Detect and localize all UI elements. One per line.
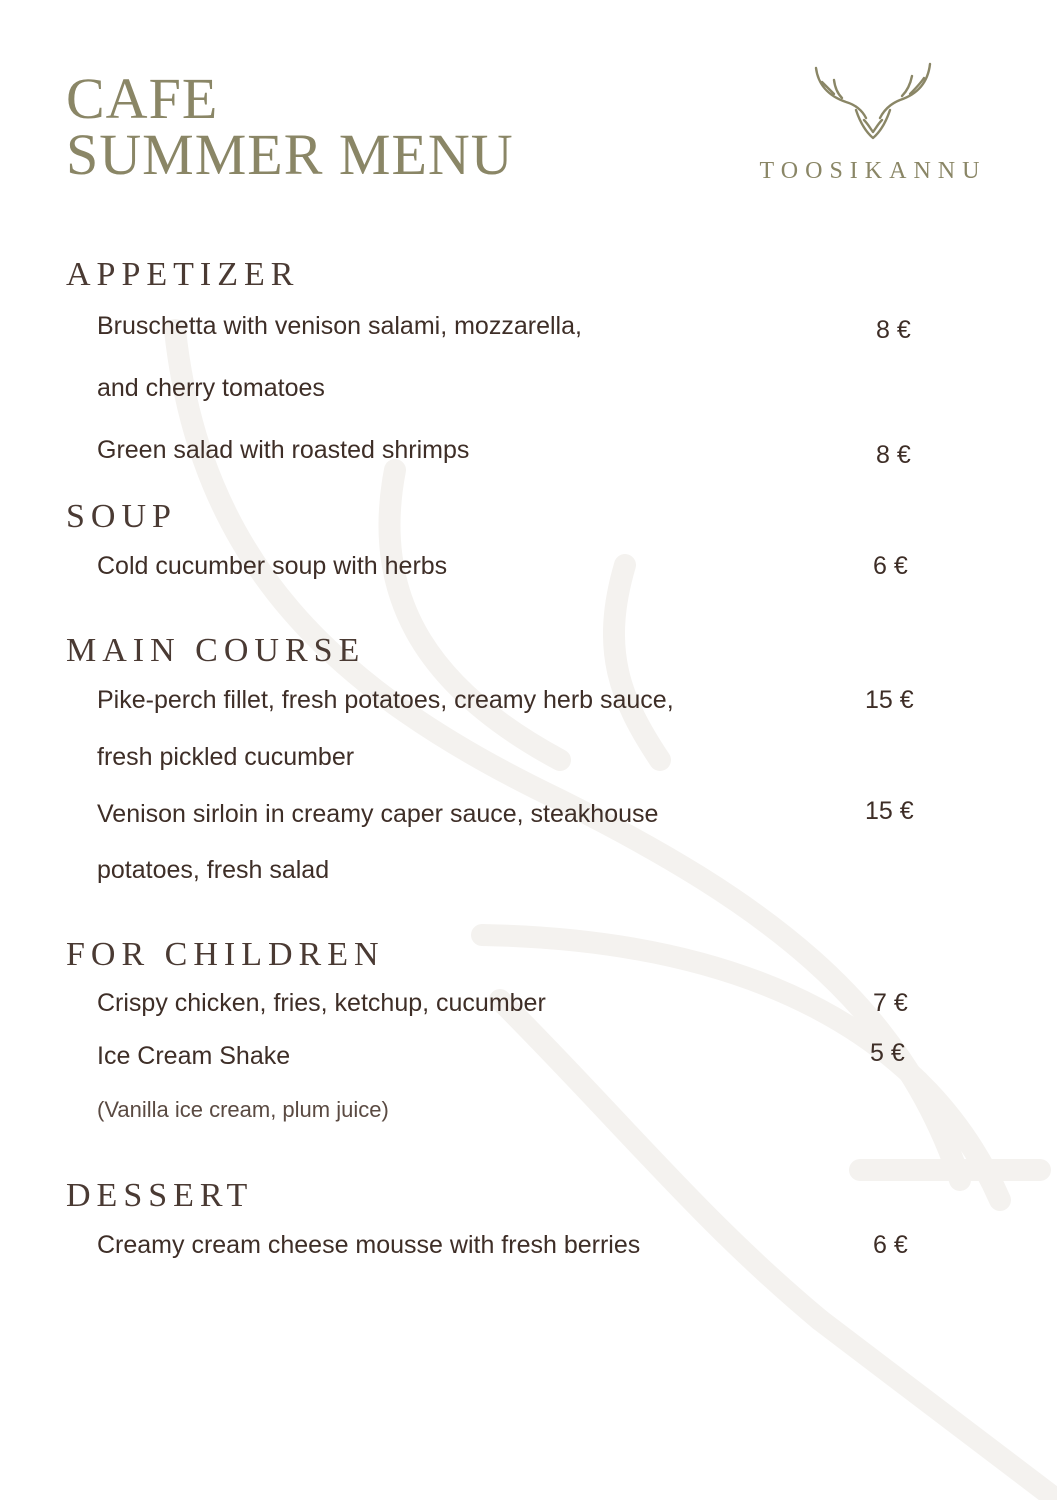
menu-item-name: Crispy chicken, fries, ketchup, cucumber — [97, 989, 546, 1017]
menu-item-price: 6 € — [873, 552, 908, 580]
menu-item-name: Ice Cream Shake — [97, 1042, 291, 1070]
menu-item-name: Cold cucumber soup with herbs — [97, 552, 448, 580]
menu-item-price: 15 € — [865, 686, 914, 714]
menu-item-price: 6 € — [873, 1231, 908, 1259]
menu-item-name: Creamy cream cheese mousse with fresh berries — [97, 1231, 641, 1259]
menu-item-name: Bruschetta with venison salami, mozzarella, — [97, 312, 582, 340]
section-heading-main-course: MAIN COURSE — [66, 632, 366, 669]
brand-logo — [748, 60, 998, 190]
menu-item-name-continued: fresh pickled cucumber — [97, 743, 355, 771]
menu-item-name: Green salad with roasted shrimps — [97, 436, 470, 464]
menu-title-line2: SUMMER MENU — [66, 122, 514, 187]
menu-item-name-continued: potatoes, fresh salad — [97, 856, 330, 884]
menu-item-note: (Vanilla ice cream, plum juice) — [97, 1097, 389, 1122]
menu-item-name: Pike-perch fillet, fresh potatoes, creamy herb sauce, — [97, 686, 674, 714]
menu-item-name: Venison sirloin in creamy caper sauce, steakhouse — [97, 800, 659, 828]
section-heading-soup: SOUP — [66, 498, 177, 535]
menu-item-price: 5 € — [870, 1039, 905, 1067]
section-heading-dessert: DESSERT — [66, 1177, 254, 1214]
menu-title-line1: CAFE — [66, 66, 219, 131]
menu-item-price: 8 € — [876, 441, 911, 469]
deer-antlers-icon — [808, 60, 938, 145]
menu-item-price: 8 € — [876, 316, 911, 344]
section-heading-appetizer: APPETIZER — [66, 256, 300, 293]
section-heading-for-children: FOR CHILDREN — [66, 936, 385, 973]
menu-item-price: 15 € — [865, 797, 914, 825]
menu-item-name-continued: and cherry tomatoes — [97, 374, 325, 402]
menu-item-price: 7 € — [873, 989, 908, 1017]
brand-name: TOOSIKANNU — [759, 158, 987, 184]
